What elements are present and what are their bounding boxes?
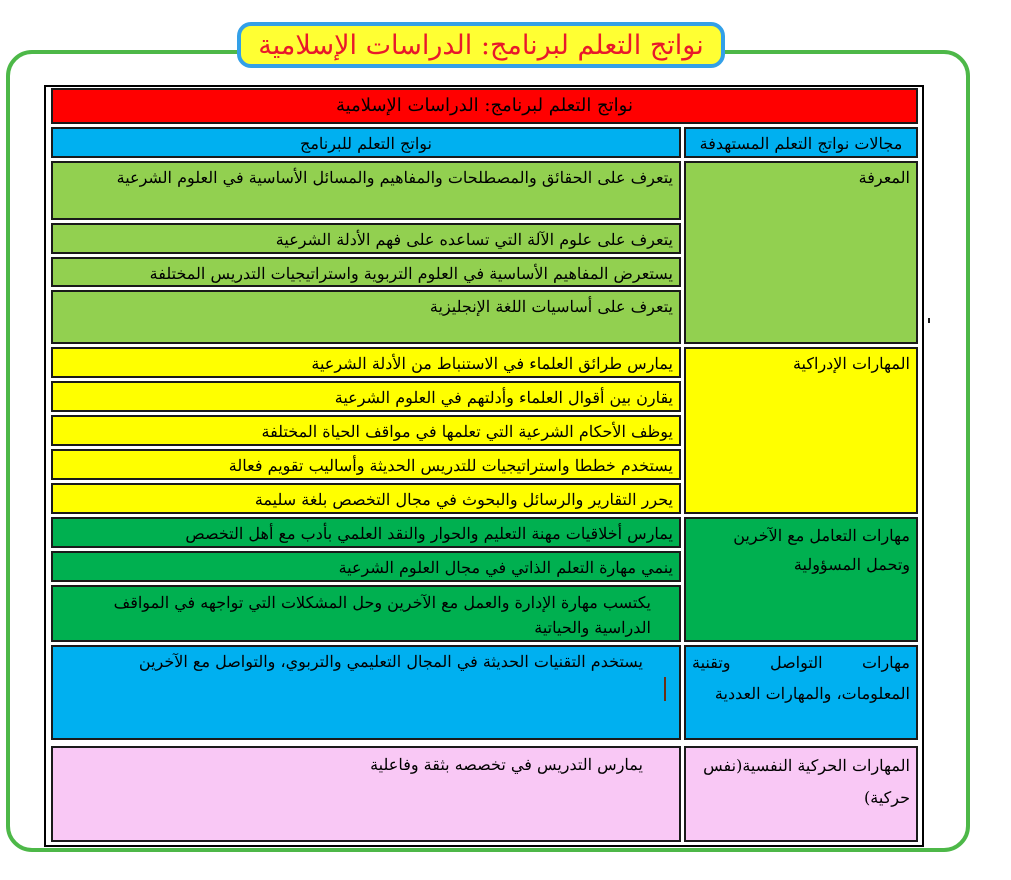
outcome-cell: يحرر التقارير والرسائل والبحوث في مجال التخصص بلغة سليمة [51,483,681,514]
column-header-outcomes: نواتج التعلم للبرنامج [51,127,681,158]
outcome-cell: يمارس التدريس في تخصصه بثقة وفاعلية [51,746,681,842]
domain-communication: مهارات التواصل وتقنية المعلومات، والمهارات العددية [684,645,918,740]
outcome-cell: يتعرف على أساسيات اللغة الإنجليزية [51,290,681,344]
outcome-cell: يمارس طرائق العلماء في الاستنباط من الأدلة الشرعية [51,347,681,378]
stray-mark [928,318,930,323]
outcome-cell: يكتسب مهارة الإدارة والعمل مع الآخرين وحل المشكلات التي تواجهه في المواقف الدراسية والحياتية [51,585,681,642]
outcome-cell: ينمي مهارة التعلم الذاتي في مجال العلوم الشرعية [51,551,681,582]
domain-interpersonal: مهارات التعامل مع الآخرين وتحمل المسؤولية [684,517,918,642]
table-header: نواتج التعلم لبرنامج: الدراسات الإسلامية [51,88,918,124]
outcome-cell: يتعرف على علوم الآلة التي تساعده على فهم الأدلة الشرعية [51,223,681,254]
domain-psychomotor: المهارات الحركية النفسية(نفس حركية) [684,746,918,842]
outcome-cell: يوظف الأحكام الشرعية التي تعلمها في مواقف الحياة المختلفة [51,415,681,446]
column-header-domains: مجالات نواتج التعلم المستهدفة [684,127,918,158]
outcome-cell: يمارس أخلاقيات مهنة التعليم والحوار والنقد العلمي بأدب مع أهل التخصص [51,517,681,548]
text-cursor [664,677,666,701]
domain-cognitive: المهارات الإدراكية [684,347,918,514]
outcome-cell: يستخدم خططا واستراتيجيات للتدريس الحديثة وأساليب تقويم فعالة [51,449,681,480]
outcome-cell: يستخدم التقنيات الحديثة في المجال التعليمي والتربوي، والتواصل مع الآخرين [51,645,681,740]
outcome-cell: يتعرف على الحقائق والمصطلحات والمفاهيم والمسائل الأساسية في العلوم الشرعية [51,161,681,220]
domain-knowledge: المعرفة [684,161,918,344]
outcome-cell: يقارن بين أقوال العلماء وأدلتهم في العلوم الشرعية [51,381,681,412]
outcome-cell: يستعرض المفاهيم الأساسية في العلوم التربوية واستراتيجيات التدريس المختلفة [51,257,681,287]
page-title: نواتج التعلم لبرنامج: الدراسات الإسلامية [237,22,725,68]
